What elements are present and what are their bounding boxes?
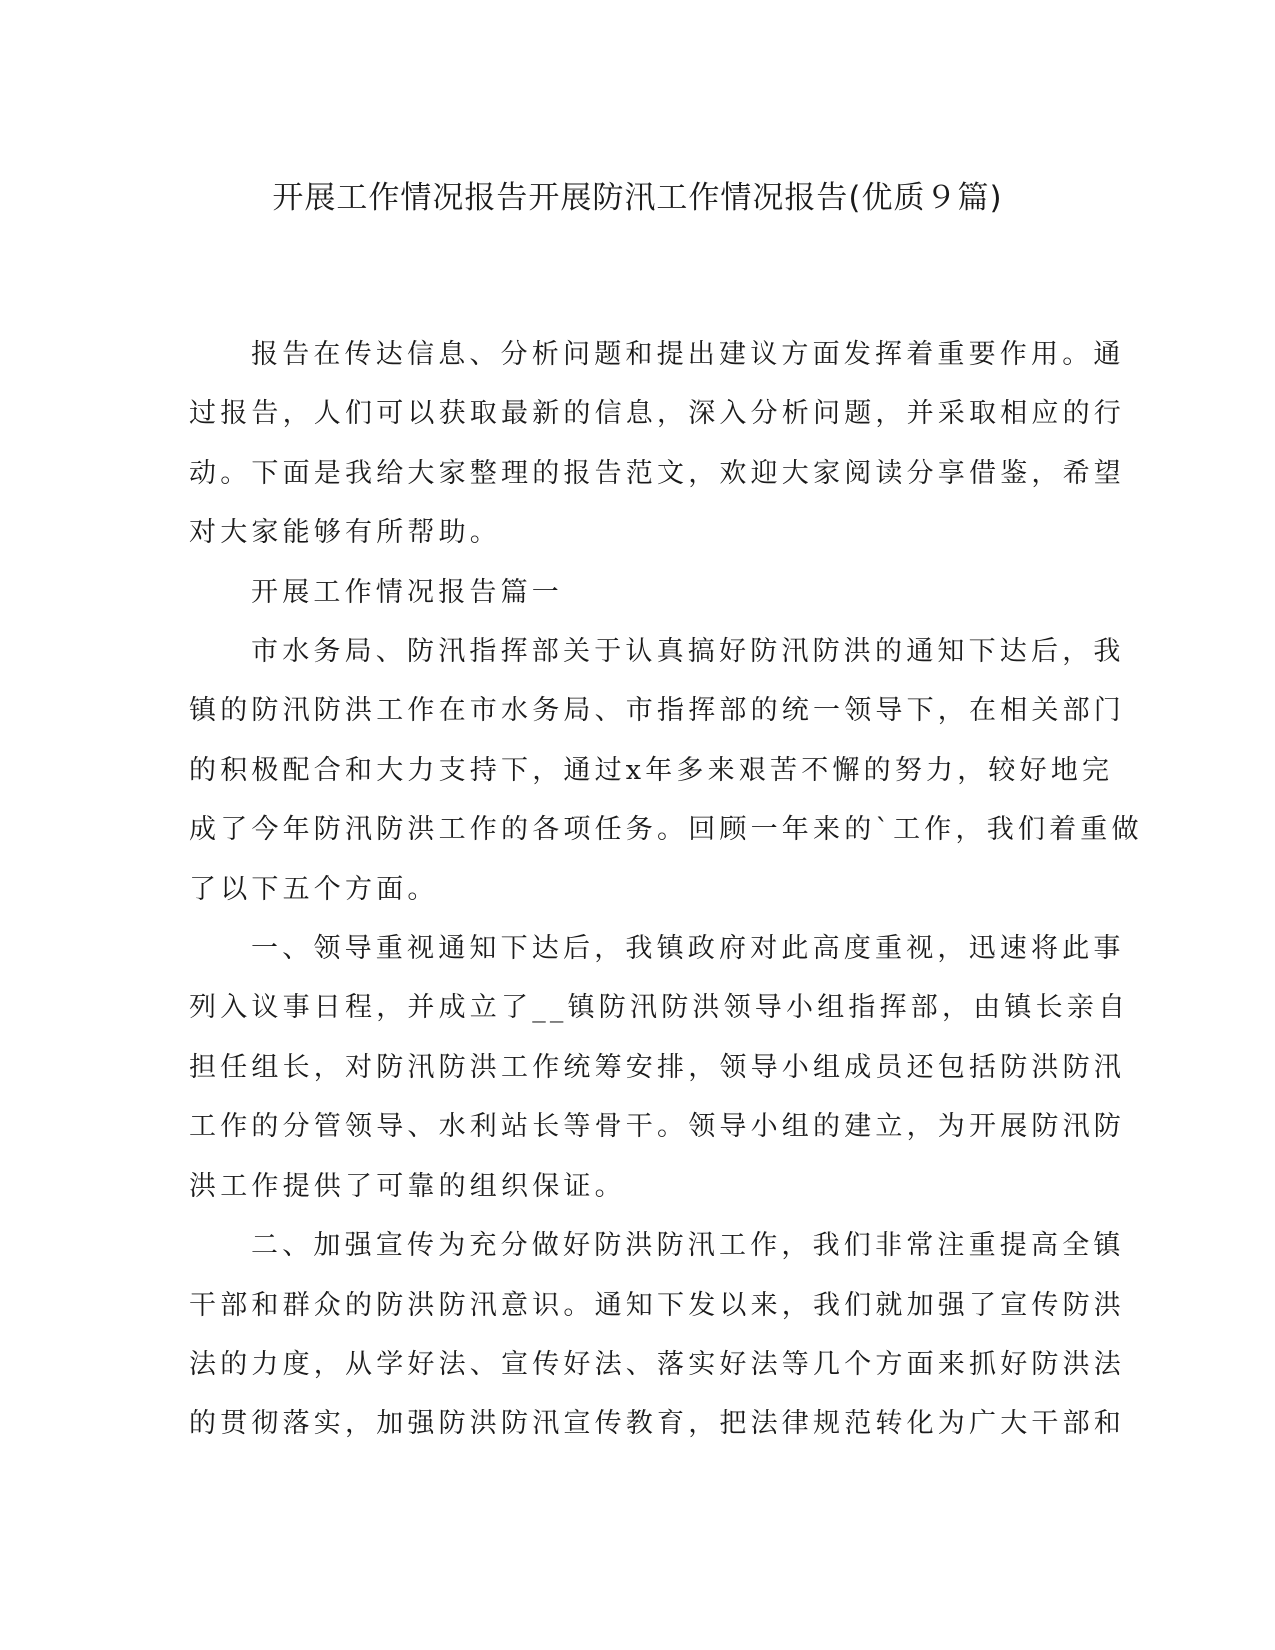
paragraph-2-line-1: 一、领导重视通知下达后，我镇政府对此高度重视，迅速将此事: [251, 933, 1125, 965]
document-title: 开展工作情况报告开展防汛工作情况报告(优质９篇): [272, 180, 1003, 216]
paragraph-1-line-3: 的积极配合和大力支持下，通过x年多来艰苦不懈的努力，较好地完: [189, 754, 1114, 786]
section-heading: 开展工作情况报告篇一: [251, 576, 563, 608]
paragraph-3-line-3: 法的力度，从学好法、宣传好法、落实好法等几个方面来抓好防洪法: [189, 1348, 1125, 1380]
intro-line-3: 动。下面是我给大家整理的报告范文，欢迎大家阅读分享借鉴，希望: [189, 457, 1125, 489]
paragraph-1-line-1: 市水务局、防汛指挥部关于认真搞好防汛防洪的通知下达后，我: [251, 636, 1125, 668]
intro-line-4: 对大家能够有所帮助。: [189, 517, 501, 549]
paragraph-3-line-2: 干部和群众的防洪防汛意识。通知下发以来，我们就加强了宣传防洪: [189, 1289, 1125, 1321]
intro-line-1: 报告在传达信息、分析问题和提出建议方面发挥着重要作用。通: [251, 339, 1125, 370]
paragraph-1-line-2: 镇的防汛防洪工作在市水务局、市指挥部的统一领导下，在相关部门: [189, 695, 1125, 727]
paragraph-2-line-5: 洪工作提供了可靠的组织保证。: [189, 1170, 626, 1202]
intro-line-2: 过报告，人们可以获取最新的信息，深入分析问题，并采取相应的行: [189, 398, 1125, 430]
paragraph-1-line-4: 成了今年防汛防洪工作的各项任务。回顾一年来的`工作，我们着重做: [189, 814, 1143, 846]
paragraph-2-line-2: 列入议事日程，并成立了__镇防汛防洪领导小组指挥部，由镇长亲自: [189, 992, 1130, 1024]
paragraph-3-line-4: 的贯彻落实，加强防洪防汛宣传教育，把法律规范转化为广大干部和: [189, 1408, 1125, 1440]
paragraph-3-line-1: 二、加强宣传为充分做好防洪防汛工作，我们非常注重提高全镇: [251, 1230, 1125, 1262]
document-body: [189, 325, 1143, 1454]
paragraph-1-line-5: 了以下五个方面。: [189, 873, 439, 905]
paragraph-2-line-3: 担任组长，对防汛防洪工作统筹安排，领导小组成员还包括防洪防汛: [189, 1051, 1125, 1083]
paragraph-2-line-4: 工作的分管领导、水利站长等骨干。领导小组的建立，为开展防汛防: [189, 1111, 1125, 1143]
